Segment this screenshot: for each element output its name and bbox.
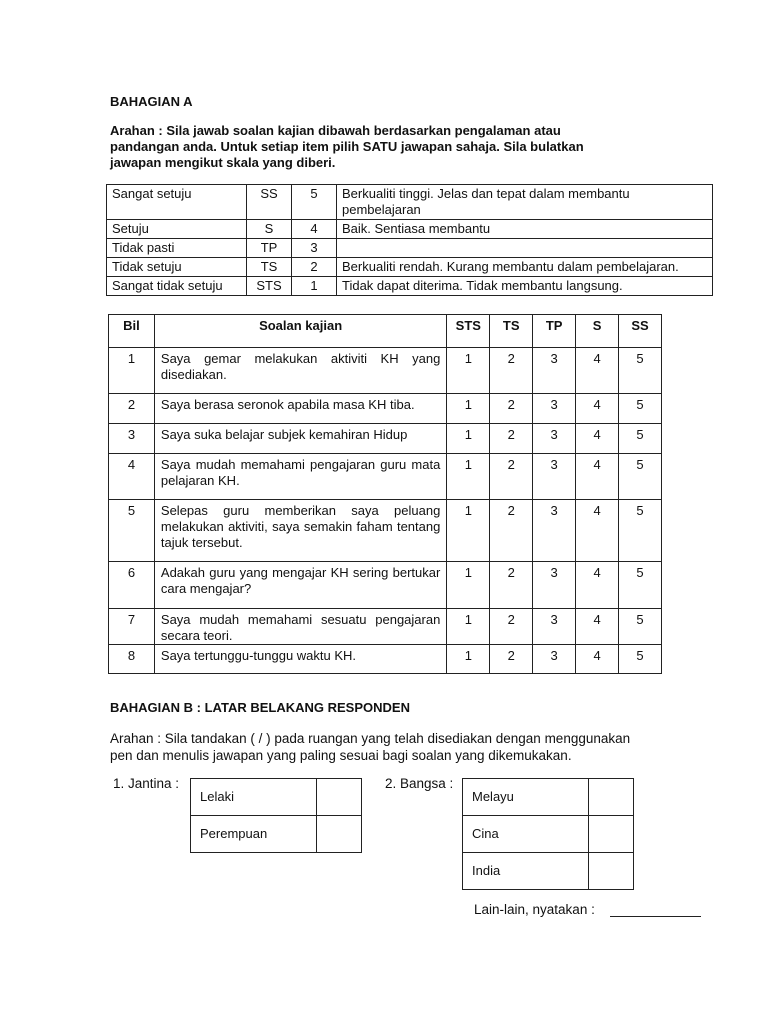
option-ts[interactable]: 2 (490, 500, 533, 562)
instruction-line: pen dan menulis jawapan yang paling sesuai bagi soalan yang dikemukakan. (110, 748, 572, 763)
option-tp[interactable]: 3 (533, 500, 576, 562)
question-text: Saya suka belajar subjek kemahiran Hidup (154, 424, 446, 454)
header-bil: Bil (109, 315, 155, 348)
scale-desc: Berkualiti rendah. Kurang membantu dalam pembelajaran. (337, 258, 713, 277)
option-sts[interactable]: 1 (447, 454, 490, 500)
scale-row (107, 277, 713, 296)
part-b-title: BAHAGIAN B : LATAR BELAKANG RESPONDEN (110, 700, 410, 715)
instruction-line: pandangan anda. Untuk setiap item pilih SATU jawapan sahaja. Sila bulatkan (110, 139, 584, 154)
race-option-melayu: Melayu (463, 779, 589, 816)
question-text: Saya mudah memahami sesuatu pengajaran secara teori. (154, 609, 446, 645)
option-s[interactable]: 4 (576, 645, 619, 674)
header-soalan: Soalan kajian (154, 315, 446, 348)
option-s[interactable]: 4 (576, 500, 619, 562)
header-sts: STS (447, 315, 490, 348)
option-ss[interactable]: 5 (619, 500, 662, 562)
table-row (109, 348, 662, 394)
table-row (109, 609, 662, 645)
option-ss[interactable]: 5 (619, 348, 662, 394)
scale-code: STS (247, 277, 292, 296)
option-ts[interactable]: 2 (490, 562, 533, 609)
option-tp[interactable]: 3 (533, 348, 576, 394)
scale-code: S (247, 220, 292, 239)
table-row (109, 424, 662, 454)
others-answer-line[interactable] (610, 916, 701, 917)
option-sts[interactable]: 1 (447, 645, 490, 674)
race-option-cina: Cina (463, 816, 589, 853)
question-text: Saya berasa seronok apabila masa KH tiba. (154, 394, 446, 424)
tick-box-india[interactable] (589, 853, 634, 890)
gender-label: 1. Jantina : (113, 776, 180, 791)
option-sts[interactable]: 1 (447, 500, 490, 562)
option-ts[interactable]: 2 (490, 454, 533, 500)
gender-option-perempuan: Perempuan (191, 816, 317, 853)
option-row (463, 853, 634, 890)
scale-row (107, 185, 713, 220)
option-tp[interactable]: 3 (533, 394, 576, 424)
question-text: Saya mudah memahami pengajaran guru mata pelajaran KH. (154, 454, 446, 500)
scale-row (107, 258, 713, 277)
option-s[interactable]: 4 (576, 424, 619, 454)
table-row (109, 562, 662, 609)
scale-label: Setuju (107, 220, 247, 239)
option-tp[interactable]: 3 (533, 454, 576, 500)
option-sts[interactable]: 1 (447, 424, 490, 454)
scale-row (107, 220, 713, 239)
instruction-line: Arahan : Sila jawab soalan kajian dibawah berdasarkan pengalaman atau (110, 123, 561, 138)
part-b-instruction (110, 730, 630, 764)
question-number: 6 (109, 562, 155, 609)
option-ss[interactable]: 5 (619, 645, 662, 674)
option-sts[interactable]: 1 (447, 394, 490, 424)
option-row (191, 816, 362, 853)
table-row (109, 500, 662, 562)
option-ss[interactable]: 5 (619, 609, 662, 645)
scale-label: Tidak setuju (107, 258, 247, 277)
header-s: S (576, 315, 619, 348)
option-row (191, 779, 362, 816)
instruction-line: jawapan mengikut skala yang diberi. (110, 155, 336, 170)
option-ts[interactable]: 2 (490, 348, 533, 394)
header-ss: SS (619, 315, 662, 348)
option-tp[interactable]: 3 (533, 562, 576, 609)
option-tp[interactable]: 3 (533, 424, 576, 454)
table-row (109, 645, 662, 674)
questions-header-row (109, 315, 662, 348)
question-number: 8 (109, 645, 155, 674)
option-s[interactable]: 4 (576, 609, 619, 645)
question-number: 4 (109, 454, 155, 500)
others-label: Lain-lain, nyatakan : (474, 902, 595, 917)
table-row (109, 454, 662, 500)
option-s[interactable]: 4 (576, 562, 619, 609)
option-sts[interactable]: 1 (447, 609, 490, 645)
option-ss[interactable]: 5 (619, 394, 662, 424)
header-ts: TS (490, 315, 533, 348)
question-text: Saya tertunggu-tunggu waktu KH. (154, 645, 446, 674)
question-text: Saya gemar melakukan aktiviti KH yang disediakan. (154, 348, 446, 394)
option-ss[interactable]: 5 (619, 562, 662, 609)
race-label: 2. Bangsa : (385, 776, 454, 791)
question-number: 3 (109, 424, 155, 454)
tick-box-perempuan[interactable] (317, 816, 362, 853)
scale-value: 3 (292, 239, 337, 258)
race-options (462, 778, 634, 890)
race-option-india: India (463, 853, 589, 890)
option-s[interactable]: 4 (576, 454, 619, 500)
option-sts[interactable]: 1 (447, 562, 490, 609)
questions-table (108, 314, 662, 674)
part-a-instruction (110, 123, 584, 171)
question-number: 7 (109, 609, 155, 645)
option-ss[interactable]: 5 (619, 454, 662, 500)
option-ts[interactable]: 2 (490, 609, 533, 645)
option-tp[interactable]: 3 (533, 645, 576, 674)
scale-code: TS (247, 258, 292, 277)
header-tp: TP (533, 315, 576, 348)
option-row (463, 816, 634, 853)
scale-row (107, 239, 713, 258)
scale-label: Sangat setuju (107, 185, 247, 220)
option-sts[interactable]: 1 (447, 348, 490, 394)
scale-table (106, 184, 713, 296)
scale-label: Tidak pasti (107, 239, 247, 258)
question-number: 2 (109, 394, 155, 424)
question-number: 5 (109, 500, 155, 562)
scale-desc: Berkualiti tinggi. Jelas dan tepat dalam membantu pembelajaran (337, 185, 713, 220)
question-text: Adakah guru yang mengajar KH sering bertukar cara mengajar? (154, 562, 446, 609)
option-tp[interactable]: 3 (533, 609, 576, 645)
scale-value: 5 (292, 185, 337, 220)
tick-box-lelaki[interactable] (317, 779, 362, 816)
scale-code: SS (247, 185, 292, 220)
question-text: Selepas guru memberikan saya peluang melakukan aktiviti, saya semakin faham tentang tajuk tersebut. (154, 500, 446, 562)
scale-desc: Tidak dapat diterima. Tidak membantu langsung. (337, 277, 713, 296)
scale-value: 4 (292, 220, 337, 239)
part-a-title: BAHAGIAN A (110, 94, 193, 109)
question-number: 1 (109, 348, 155, 394)
scale-label: Sangat tidak setuju (107, 277, 247, 296)
option-s[interactable]: 4 (576, 348, 619, 394)
scale-value: 1 (292, 277, 337, 296)
option-ts[interactable]: 2 (490, 645, 533, 674)
scale-code: TP (247, 239, 292, 258)
scale-desc: Baik. Sentiasa membantu (337, 220, 713, 239)
tick-box-cina[interactable] (589, 816, 634, 853)
scale-desc (337, 239, 713, 258)
option-ts[interactable]: 2 (490, 424, 533, 454)
option-ss[interactable]: 5 (619, 424, 662, 454)
gender-options (190, 778, 362, 853)
table-row (109, 394, 662, 424)
gender-option-lelaki: Lelaki (191, 779, 317, 816)
option-s[interactable]: 4 (576, 394, 619, 424)
option-ts[interactable]: 2 (490, 394, 533, 424)
scale-value: 2 (292, 258, 337, 277)
instruction-line: Arahan : Sila tandakan ( / ) pada ruangan yang telah disediakan dengan menggunakan (110, 731, 631, 746)
option-row (463, 779, 634, 816)
tick-box-melayu[interactable] (589, 779, 634, 816)
